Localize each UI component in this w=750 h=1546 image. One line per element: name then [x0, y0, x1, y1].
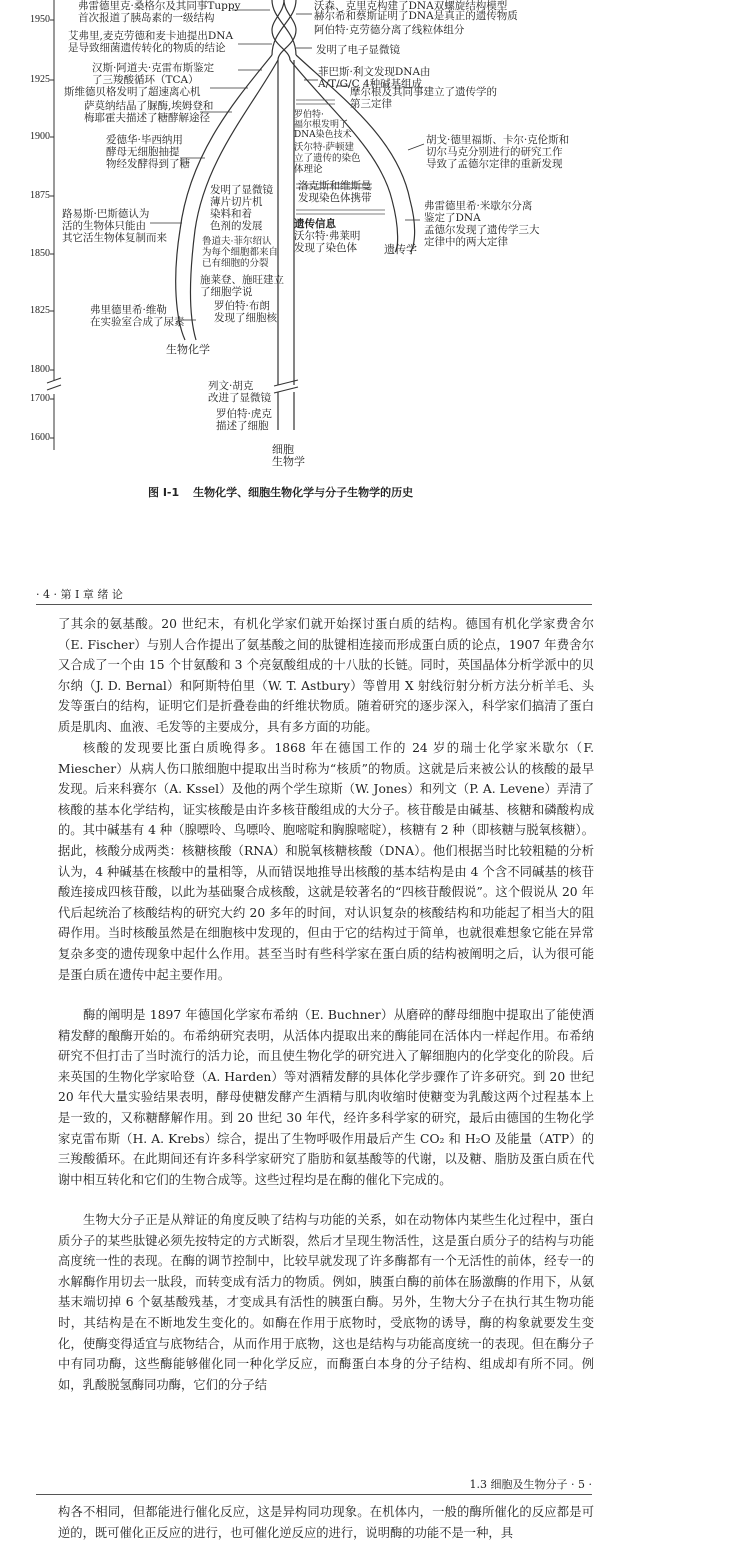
event-label: 罗伯特·布朗 发现了细胞核 [214, 300, 277, 324]
body-paragraph: 核酸的发现要比蛋白质晚得多。1868 年在德国工作的 24 岁的瑞士化学家米歇尔（F. Miescher）从病人伤口脓细胞中提取出当时称为“核质”的物质。这就是后来被公认的核酸的最早发现。后来科赛尔（A. Kssel）及他的两个学生琼斯（W. Jones）和列文（P. A. Levene）弄清了核酸的基本化学结构，证实核酸是由许多核苷酸组成的大分子。核苷酸是由碱基、核糖和磷酸构成的。其中碱基有 4 种（腺嘌呤、鸟嘌呤、胞嘧啶和胸腺嘧啶），核糖有 2 种（即核糖与脱氧核糖）。据此，核酸分成两类：核糖核酸（RNA）和脱氧核糖核酸（DNA）。他们根据当时比较粗糙的分析认为，4 种碱基在核酸中的量相等，从而错误地推导出核酸的基本结构是由 4 个含不同碱基的核苷酸连接成四核苷酸，以此为基础聚合成核酸，这就是较著名的“四核苷酸假说”。这个假说从 20 年代后起统治了核酸结构的研究大约 20 多年的时间，对认识复杂的核酸结构和功能起了相当大的阻碍作用。当时核酸虽然是在细胞核中发现的，但由于它的结构过于简单，也就很难想象它能在异常复杂多变的遗传现象中起什么作用。甚至当时有些科学家在蛋白质的结构被阐明之后，认为很可能是蛋白质在遗传中起主要作用。 [58, 741, 594, 982]
year-label: 1925 [30, 74, 50, 85]
event-label: 洛克斯和维斯曼 发现染色体携带 [298, 180, 372, 204]
event-label: 艾弗里,麦克劳德和麦卡迪提出DNA 是导致细菌遗传转化的物质的结论 [68, 30, 234, 54]
year-ticks [50, 20, 54, 438]
event-label: 发明了电子显微镜 [316, 44, 400, 56]
event-label: 汉斯·阿道夫·克雷布斯鉴定 了三羧酸循环（TCA） [92, 62, 215, 86]
year-label: 1850 [30, 248, 50, 259]
genetics-branch-label: 遗传学 [384, 243, 417, 256]
event-label: 弗雷德里克·桑格尔及其同事Tuppy 首次报道了胰岛素的一级结构 [78, 0, 241, 24]
event-label: 弗雷德里希·米歇尔分离 鉴定了DNA 孟德尔发现了遗传学三大 定律中的两大定律 [424, 200, 540, 248]
event-label: 发明了显微镜 薄片切片机 染料和着 色剂的发展 [210, 184, 273, 232]
event-label: 萨莫纳结晶了脲酶,埃姆登和 梅耶霍夫描述了糖酵解途径 [84, 100, 214, 124]
event-label: 施莱登、施旺建立 了细胞学说 [200, 274, 284, 298]
event-label: 沃尔特·萨顿建 立了遗传的染色 体理论 [294, 142, 361, 175]
body-paragraph: 生物大分子正是从辩证的角度反映了结构与功能的关系，如在动物体内某些生化过程中，蛋白质分子的某些肽键必须先按特定的方式断裂，然后才呈现生物活性，这是蛋白质分子的结构与功能高度统一性的表现。在酶的调节控制中，比较早就发现了许多酶都有一个无活性的前体，经专一的水解酶作用切去一肽段，而转变成有活力的物质。例如，胰蛋白酶的前体在肠激酶的作用下，从氨基末端切掉 6 个氨基酸残基，才变成具有活性的胰蛋白酶。另外，生物大分子在执行其生物功能时，其结构是在不断地发生变化的。如酶在作用于底物时，受底物的诱导，酶的构象就要发生变化，使酶变得适宜与底物结合，从而作用于底物，这也是结构与功能高度统一的表现。但在酶分子中有同功酶，这些酶能够催化同一种化学反应，而酶蛋白本身的分子结构、组成却有所不同。例如，乳酸脱氢酶同功酶，它们的分子结 [58, 1213, 594, 1392]
event-label: 列文·胡克 改进了显微镜 [208, 380, 271, 404]
biochemistry-branch-label: 生物化学 [166, 343, 210, 356]
year-label: 1800 [30, 364, 50, 375]
event-label: 赫尔希和蔡斯证明了DNA是真正的遗传物质 [314, 10, 518, 22]
event-label: 爱德华·毕西纳用 酵母无细胞抽提 物经发酵得到了糖 [106, 134, 190, 170]
figure-caption-text: 生物化学、细胞生物化学与分子生物学的历史 [193, 486, 414, 499]
braided-trunk [272, 0, 296, 60]
event-label: 沃尔特·弗莱明 发现了染色体 [294, 230, 361, 254]
body-paragraph: 酶的阐明是 1897 年德国化学家布希纳（E. Buchner）从磨碎的酵母细胞中提取出了能使酒精发酵的酿酶开始的。布希纳研究表明，从活体内提取出来的酶能同在活体内一样起作用。布希纳研究不但打击了当时流行的活力论，而且使生物化学的研究进入了解细胞内的化学变化的阶段。后来英国的生物化学家哈登（A. Harden）等对酒精发酵的具体化学步骤作了许多研究。到 20 世纪 20 年代大量实验结果表明，酵母使糖发酵产生酒精与肌肉收缩时使糖变为乳酸这两个过程基本上是一致的，又称糖酵解作用。到 20 世纪 30 年代，经许多科学家的研究，最后由德国的生物化学家克雷布斯（H. A. Krebs）综合，提出了生物呼吸作用最后产生 CO₂ 和 H₂O 及能量（ATP）的三羧酸循环。在此期间还有许多科学家研究了脂肪和氨基酸等的代谢，以及糖、脂肪及蛋白质在代谢中相互转化和它们的生物合成等。这些过程均是在酶的催化下完成的。 [58, 1008, 594, 1187]
event-label: 沃森、克里克构建了DNA双螺旋结构模型 [314, 0, 508, 12]
event-label: 胡戈·德里福斯、卡尔·克伦斯和 切尔马克分别进行的研究工作 导致了孟德尔定律的重新发现 [426, 134, 570, 170]
page-4-header [36, 586, 592, 604]
event-label: 罗伯特·虎克 描述了细胞 [216, 408, 272, 432]
year-label: 1600 [30, 432, 50, 443]
figure-caption-number: 图 I-1 [148, 486, 180, 499]
body-paragraph: 构各不相同，但都能进行催化反应，这是异构同功现象。在机体内，一般的酶所催化的反应都是可逆的，既可催化正反应的进行，也可催化逆反应的进行，说明酶的功能不是一种，具 [58, 1505, 594, 1540]
event-label: 摩尔根及其同事建立了遗传学的 第三定律 [350, 86, 497, 110]
figure-caption [148, 484, 413, 500]
year-label: 1950 [30, 14, 50, 25]
event-label: 罗伯特· 福尔根发明了 DNA染色技术 [294, 110, 352, 140]
page-4-header-rule [36, 604, 592, 605]
event-label: 菲巴斯·利文发现DNA由 A/T/G/C 4种碱基组成 [318, 66, 431, 90]
page-5-header [36, 1476, 592, 1494]
event-label: 路易斯·巴斯德认为 活的生物体只能由 其它活生物体复制而来 [62, 208, 167, 244]
year-label: 1825 [30, 305, 50, 316]
year-label: 1900 [30, 131, 50, 142]
event-label: 遗传信息 [294, 218, 336, 230]
year-label: 1875 [30, 190, 50, 201]
event-label: 阿伯特·克劳德分离了线粒体组分 [314, 24, 465, 36]
event-label: 弗里德里希·维勒 在实验室合成了尿素 [90, 304, 185, 328]
cell-biology-branch-label: 细胞 生物学 [272, 443, 305, 468]
page-5-header-right: 1.3 细胞及生物分子 · 5 · [469, 1478, 592, 1491]
cellbio-branch [278, 60, 294, 385]
page-5-header-rule [36, 1494, 592, 1495]
year-label: 1700 [30, 393, 50, 404]
event-label: 斯维德贝格发明了超速离心机 [64, 86, 201, 98]
body-paragraph: 了其余的氨基酸。20 世纪末，有机化学家们就开始探讨蛋白质的结构。德国有机化学家费舍尔（E. Fischer）与别人合作提出了氨基酸之间的肽键相连接而形成蛋白质的论点，1907 年费舍尔又合成了一个由 15 个甘氨酸和 3 个亮氨酸组成的十八肽的长链。同时，英国晶体分析学派中的贝尔纳（J. D. Bernal）和阿斯特伯里（W. T. Astbury）等曾用 X 射线衍射分析方法分析羊毛、头发等蛋白的结构，证明它们是折叠卷曲的纤维状物质。随着研究的逐步深入，科学家们搞清了蛋白质是肌肉、血液、毛发等的主要成分，具有多方面的功能。 [58, 617, 594, 734]
page-4-header-left: · 4 · 第 I 章 绪 论 [36, 588, 123, 601]
event-label: 鲁道夫·菲尔绍认 为每个细胞都来自 已有细胞的分裂 [202, 236, 279, 269]
